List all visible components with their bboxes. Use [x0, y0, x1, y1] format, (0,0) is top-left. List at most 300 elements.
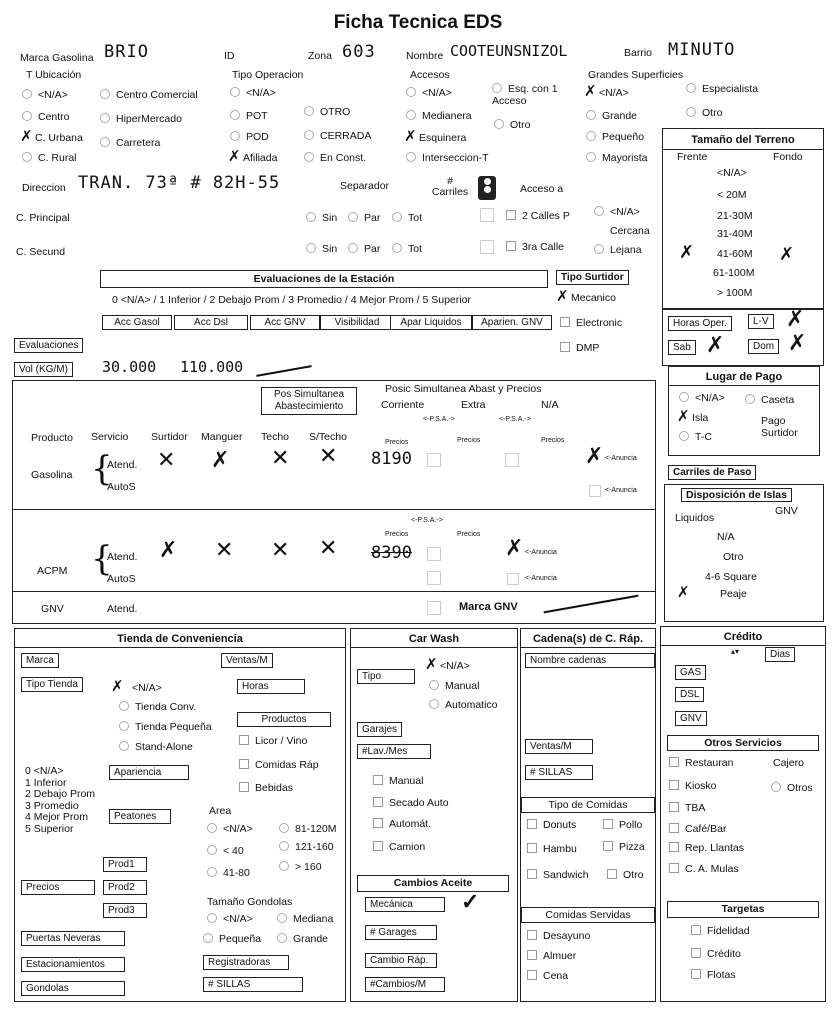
grandes-grande[interactable]: Grande — [586, 110, 637, 122]
prod1[interactable]: Prod1 — [103, 857, 147, 872]
eval-apar-liquidos[interactable]: Apar Liquidos — [390, 315, 472, 330]
radio-icon — [279, 823, 289, 833]
islas-gnv: GNV — [775, 505, 798, 517]
precios-label-5: Precios — [457, 531, 481, 538]
grandes-mayorista[interactable]: Mayorista — [586, 152, 648, 164]
secund-par[interactable]: Par — [348, 243, 380, 255]
carwash-chk-automat[interactable]: Automát. — [373, 818, 431, 830]
registradoras[interactable]: Registradoras — [203, 955, 289, 970]
checkbox-icon — [691, 969, 701, 979]
servida-almuer[interactable]: Almuer — [527, 950, 576, 962]
islas-opt-square[interactable]: 4-6 Square — [705, 571, 757, 583]
direccion-value[interactable]: TRAN. 73ª # 82H-55 — [78, 173, 281, 193]
carriles-principal-box[interactable] — [480, 208, 494, 222]
targetas-title: Targetas — [667, 901, 819, 918]
producto-gasolina: Gasolina — [31, 469, 73, 481]
brace-icon: { — [91, 449, 113, 489]
acpm-psa-box-1[interactable] — [427, 547, 441, 561]
radio-icon — [230, 87, 240, 97]
anuncia-label-2: <-Anuncia — [605, 487, 637, 494]
otro-mulas[interactable]: C. A. Mulas — [669, 863, 739, 875]
col-surtidor: Surtidor — [151, 431, 188, 443]
servida-cena[interactable]: Cena — [527, 970, 568, 982]
x-mark-icon: ✗ — [20, 127, 33, 145]
pago-tc[interactable]: T-C — [679, 431, 712, 443]
checkbox-icon — [669, 757, 679, 767]
acpm-psa-box-2[interactable] — [427, 571, 441, 585]
radio-icon — [429, 699, 439, 709]
dos-calles[interactable]: 2 Calles P — [506, 210, 570, 222]
radio-icon — [22, 89, 32, 99]
radio-icon — [586, 110, 596, 120]
peatones-label[interactable]: Peatones — [109, 809, 171, 824]
x-mark-icon: ✗ — [425, 655, 438, 673]
terreno-opt-2[interactable]: 21-30M — [717, 210, 753, 222]
tienda-tipo-stand[interactable]: Stand-Alone — [119, 741, 193, 753]
horas-dom-label: Dom — [748, 339, 779, 354]
cambios-garages[interactable]: # Garages — [365, 925, 437, 940]
eval-acc-gasol[interactable]: Acc Gasol — [102, 315, 172, 330]
comida-donuts[interactable]: Donuts — [527, 819, 576, 831]
surtidor-electronic[interactable]: Electronic — [560, 317, 622, 329]
radio-icon — [348, 212, 358, 222]
radio-icon — [119, 741, 129, 751]
acpm-anuncia-box[interactable] — [507, 573, 519, 585]
prod3[interactable]: Prod3 — [103, 903, 147, 918]
islas-opt-peaje[interactable]: ✗ Peaje — [677, 583, 747, 601]
area-120[interactable]: 81-120M — [279, 823, 336, 835]
horas-lv-label: L-V — [748, 314, 774, 329]
marca-label: Marca Gasolina — [20, 52, 94, 64]
carwash-title: Car Wash — [408, 633, 460, 645]
prod-licor[interactable]: Licor / Vino — [239, 735, 307, 747]
credito-dias[interactable]: Dias — [765, 647, 795, 662]
terreno-panel — [662, 128, 824, 310]
pago-caseta[interactable]: Caseta — [745, 394, 794, 406]
pago-isla[interactable]: ✗ Isla — [677, 407, 709, 425]
operacion-pod[interactable]: POD — [230, 131, 269, 143]
gondola-na[interactable]: <N/A> — [207, 913, 253, 925]
radio-icon — [586, 131, 596, 141]
cadena-sillas[interactable]: # SILLAS — [525, 765, 593, 780]
pen-stroke — [544, 595, 639, 614]
terreno-opt-4[interactable]: 41-60M — [717, 248, 753, 260]
producto-gnv: GNV — [41, 603, 64, 615]
comida-pollo[interactable]: Pollo — [603, 819, 642, 831]
grandes-otro[interactable]: Otro — [686, 107, 722, 119]
cadena-nombre[interactable]: Nombre cadenas — [525, 653, 655, 668]
otro-cajero[interactable]: Cajero — [773, 757, 804, 769]
checkbox-icon — [691, 925, 701, 935]
terreno-title: Tamaño del Terreno — [691, 134, 795, 146]
zona-label: Zona — [308, 50, 332, 62]
precio-acpm[interactable]: 8390 — [371, 543, 412, 563]
checkbox-icon — [527, 950, 537, 960]
barrio-value[interactable]: MINUTO — [668, 40, 736, 60]
tres-calle[interactable]: 3ra Calle — [506, 241, 564, 253]
ubicacion-rural[interactable]: C. Rural — [22, 152, 77, 164]
checkbox-icon — [239, 782, 249, 792]
zona-value[interactable]: 603 — [342, 42, 376, 62]
accesos-otro[interactable]: Otro — [494, 119, 530, 131]
precios-label-1: Precios — [385, 439, 409, 446]
tienda-tipo[interactable]: Tipo Tienda — [21, 677, 83, 692]
acpm-atend: Atend. — [107, 551, 138, 563]
tienda-sillas[interactable]: # SILLAS — [203, 977, 303, 992]
precios-label-4: Precios — [385, 531, 409, 538]
grandes-pequeno[interactable]: Pequeño — [586, 131, 644, 143]
principal-tot[interactable]: Tot — [392, 212, 422, 224]
productos-label: Productos — [237, 712, 331, 727]
barrio-label: Barrio — [624, 47, 653, 59]
comida-pizza[interactable]: Pizza — [603, 841, 645, 853]
radio-icon — [392, 243, 402, 253]
extra-label: Extra — [461, 399, 486, 411]
pago-title: Lugar de Pago — [705, 371, 783, 383]
x-mark-icon: ✗ — [556, 287, 569, 305]
accesos-esquinera[interactable]: ✗ Esquinera — [404, 127, 467, 145]
cadena-ventas[interactable]: Ventas/M — [525, 739, 593, 754]
stepper-icon[interactable]: ▴▾ — [731, 647, 740, 656]
radio-icon — [207, 845, 217, 855]
anuncia-label-4: <-Anuncia — [525, 575, 557, 582]
precio-gasolina[interactable]: 8190 — [371, 449, 412, 469]
radio-icon — [392, 212, 402, 222]
radio-icon — [207, 913, 217, 923]
islas-opt-otro[interactable]: Otro — [723, 551, 744, 563]
otro-llantas[interactable]: Rep. Llantas — [669, 842, 744, 854]
prod-bebidas[interactable]: Bebidas — [239, 782, 293, 794]
accesos-title: Accesos — [410, 69, 450, 81]
precios-label[interactable]: Precios — [21, 880, 95, 895]
otro-cafe[interactable]: Café/Bar — [669, 823, 726, 835]
area-40[interactable]: < 40 — [207, 845, 244, 857]
tienda-panel — [14, 628, 346, 1002]
radio-icon — [100, 89, 110, 99]
radio-icon — [406, 110, 416, 120]
ubicacion-na[interactable]: <N/A> — [22, 89, 68, 101]
checkbox-icon — [373, 818, 383, 828]
ubicacion-carretera[interactable]: Carretera — [100, 137, 160, 149]
terreno-frente: Frente — [677, 151, 708, 163]
checkbox-icon — [527, 869, 537, 879]
cambios-mecanica[interactable]: Mecánica — [365, 897, 445, 912]
nombre-value[interactable]: COOTEUNSNIZOL — [450, 42, 568, 60]
grandes-na[interactable]: ✗ <N/A> — [584, 82, 629, 100]
radio-icon — [279, 861, 289, 871]
carwash-auto[interactable]: Automatico — [429, 699, 498, 711]
tienda-tipo-na[interactable]: ✗ <N/A> — [111, 677, 162, 695]
checkbox-icon — [527, 970, 537, 980]
cambios-rap[interactable]: Cambio Ráp. — [365, 953, 437, 968]
sab-x-mark-icon: ✗ — [706, 333, 725, 358]
terreno-opt-1[interactable]: < 20M — [717, 189, 747, 201]
gondolas-title: Tamaño Gondolas — [207, 896, 293, 908]
accesos-medianera[interactable]: Medianera — [406, 110, 472, 122]
vol-value-1[interactable]: 30.000 — [102, 358, 157, 376]
checkbox-icon — [239, 759, 249, 769]
col-stecho: S/Techo — [309, 431, 347, 443]
nombre-label: Nombre — [406, 50, 444, 62]
area-na[interactable]: <N/A> — [207, 823, 253, 835]
radio-icon — [304, 130, 314, 140]
acpm-autos: AutoS — [107, 573, 136, 585]
tienda-tipo-conv[interactable]: Tienda Conv. — [119, 701, 196, 713]
area-mas-160[interactable]: > 160 — [279, 861, 322, 873]
surtidor-mecanico[interactable]: ✗ Mecanico — [556, 287, 616, 305]
area-160[interactable]: 121-160 — [279, 841, 334, 853]
accesos-esq-acceso[interactable]: Esq. con 1 Acceso — [492, 83, 558, 107]
radio-icon — [22, 152, 32, 162]
tienda-tipo-pequena[interactable]: Tienda Pequeña — [119, 721, 212, 733]
gondola-grande[interactable]: Grande — [277, 933, 328, 945]
page-title: Ficha Tecnica EDS — [333, 12, 503, 33]
gondola-mediana[interactable]: Mediana — [277, 913, 333, 925]
radio-icon — [594, 244, 604, 254]
terreno-opt-0[interactable]: <N/A> — [717, 167, 747, 179]
carwash-chk-secado[interactable]: Secado Auto — [373, 797, 449, 809]
carwash-panel — [350, 628, 518, 1002]
prod-comidas[interactable]: Comidas Ráp — [239, 759, 319, 771]
radio-icon — [771, 782, 781, 792]
operacion-title: Tipo Operacion — [232, 69, 304, 81]
prod2[interactable]: Prod2 — [103, 880, 147, 895]
radio-icon — [679, 431, 689, 441]
radio-icon — [306, 243, 316, 253]
grandes-especialista[interactable]: Especialista — [686, 83, 758, 95]
comida-sandwich[interactable]: Sandwich — [527, 869, 589, 881]
ubicacion-cc[interactable]: Centro Comercial — [100, 89, 198, 101]
acceso-a-label: Acceso a — [520, 183, 564, 195]
carwash-na[interactable]: ✗ <N/A> — [425, 655, 470, 673]
psa-label-2: <-P.S.A.-> — [499, 416, 531, 423]
eval-visibilidad[interactable]: Visibilidad — [320, 315, 394, 330]
gondolas-label[interactable]: Gondolas — [21, 981, 125, 996]
x-mark-icon: ✗ — [228, 147, 241, 165]
marca-gnv-label: Marca GNV — [459, 601, 518, 613]
carwash-lav[interactable]: #Lav./Mes — [357, 744, 431, 759]
terreno-fondo: Fondo — [773, 151, 803, 163]
checkbox-icon — [239, 735, 249, 745]
radio-icon — [406, 87, 416, 97]
acceso-cercana[interactable]: Cercana — [610, 225, 650, 237]
credito-panel — [660, 626, 826, 1002]
gnv-psa-box[interactable] — [427, 601, 441, 615]
targeta-credito[interactable]: Crédito — [691, 948, 741, 960]
psa-label-1: <-P.S.A.-> — [423, 416, 455, 423]
carwash-manual[interactable]: Manual — [429, 680, 479, 692]
radio-icon — [429, 680, 439, 690]
operacion-const[interactable]: En Const. — [304, 152, 366, 164]
carriles-label: # Carriles — [431, 175, 469, 198]
apariencia-label[interactable]: Apariencia — [109, 765, 189, 780]
radio-icon — [304, 152, 314, 162]
pago-na[interactable]: <N/A> — [679, 392, 725, 404]
radio-icon — [207, 867, 217, 877]
checkbox-icon — [669, 842, 679, 852]
gasolina-atend: Atend. — [107, 459, 138, 471]
terreno-opt-3[interactable]: 31-40M — [717, 228, 753, 240]
radio-icon — [203, 933, 213, 943]
radio-icon — [492, 83, 502, 93]
gas-psa-box-1[interactable] — [427, 453, 441, 467]
col-servicio: Servicio — [91, 431, 129, 443]
comida-hambu[interactable]: Hambu — [527, 843, 577, 855]
tienda-marca[interactable]: Marca — [21, 653, 59, 668]
otro-restauran[interactable]: Restauran — [669, 757, 733, 769]
eval-acc-dsl[interactable]: Acc Dsl — [174, 315, 248, 330]
gondola-pequena[interactable]: Pequeña — [203, 933, 261, 945]
operacion-afiliada[interactable]: ✗ Afiliada — [228, 147, 278, 165]
pago-panel — [668, 366, 820, 456]
x-mark-icon: ✗ — [404, 127, 417, 145]
radio-icon — [348, 243, 358, 253]
comida-otro[interactable]: Otro — [607, 869, 643, 881]
targeta-fidelidad[interactable]: Fidelidad — [691, 925, 750, 937]
eval-acc-gnv[interactable]: Acc GNV — [250, 315, 320, 330]
tienda-title: Tienda de Conveniencia — [117, 633, 243, 645]
radio-icon — [277, 913, 287, 923]
acceso-na[interactable]: <N/A> — [594, 206, 640, 218]
operacion-cerrada[interactable]: CERRADA — [304, 130, 371, 142]
grandes-title: Grandes Superficies — [588, 69, 684, 81]
radio-icon — [406, 152, 416, 162]
radio-icon — [306, 212, 316, 222]
ubicacion-hiper[interactable]: HiperMercado — [100, 113, 182, 125]
radio-icon — [279, 841, 289, 851]
radio-icon — [586, 152, 596, 162]
carwash-garajes[interactable]: Garajes — [357, 722, 402, 737]
islas-opt-na[interactable]: N/A — [717, 531, 735, 543]
id-label: ID — [224, 50, 235, 62]
radio-icon — [119, 721, 129, 731]
carriles-secund-box[interactable] — [480, 240, 494, 254]
psa-label-3: <-P.S.A.-> — [411, 517, 443, 524]
checkbox-icon — [506, 210, 516, 220]
ubicacion-centro[interactable]: Centro — [22, 111, 70, 123]
otro-otros[interactable]: Otros — [771, 782, 813, 794]
accesos-interseccion[interactable]: Interseccion-T — [406, 152, 489, 164]
col-manguer: Manguer — [201, 431, 243, 443]
producto-acpm: ACPM — [37, 565, 68, 577]
pago-surtidor[interactable]: Pago Surtidor — [761, 415, 798, 439]
operacion-otro[interactable]: OTRO — [304, 106, 350, 118]
frente-x-mark-icon: ✗ — [679, 242, 695, 263]
calle-secund-label: C. Secund — [16, 246, 66, 258]
secund-sin[interactable]: Sin — [306, 243, 337, 255]
radio-icon — [207, 823, 217, 833]
radio-icon — [230, 110, 240, 120]
checkbox-icon — [373, 841, 383, 851]
puertas-neveras[interactable]: Puertas Neveras — [21, 931, 125, 946]
credito-gas[interactable]: GAS — [675, 665, 706, 680]
gas-psa-box-2[interactable] — [505, 453, 519, 467]
islas-title: Disposición de Islas — [681, 488, 792, 502]
otro-kiosko[interactable]: Kiosko — [669, 780, 717, 792]
ubicacion-urbana[interactable]: ✗ C. Urbana — [20, 127, 83, 145]
area-label: Area — [209, 805, 232, 817]
radio-icon — [594, 206, 604, 216]
operacion-na[interactable]: <N/A> — [230, 87, 276, 99]
surtidor-dmp[interactable]: DMP — [560, 342, 599, 354]
tienda-ventas[interactable]: Ventas/M — [221, 653, 273, 668]
estacionamientos[interactable]: Estacionamientos — [21, 957, 125, 972]
precios-label-3: Precios — [541, 437, 565, 444]
principal-sin[interactable]: Sin — [306, 212, 337, 224]
eval-aparien-gnv[interactable]: Aparien. GNV — [472, 315, 552, 330]
direccion-label: Direccion — [22, 182, 66, 194]
secund-tot[interactable]: Tot — [392, 243, 422, 255]
comidas-servidas-label: Comidas Servidas — [521, 907, 655, 923]
terreno-opt-5[interactable]: 61-100M — [713, 267, 755, 279]
tienda-scale: 0 <N/A> 1 Inferior 2 Debajo Prom 3 Promedio 4 Mejor Prom 5 Superior — [25, 765, 96, 835]
credito-dsl[interactable]: DSL — [675, 687, 704, 702]
terreno-opt-6[interactable]: > 100M — [717, 287, 753, 299]
acpm-manguer-x-icon: ✕ — [215, 538, 234, 563]
radio-icon — [119, 701, 129, 711]
servida-desayuno[interactable]: Desayuno — [527, 930, 590, 942]
acceso-lejana[interactable]: Lejana — [594, 244, 642, 256]
radio-icon — [100, 137, 110, 147]
area-80[interactable]: 41-80 — [207, 867, 250, 879]
gas-surtidor-x-icon: ✕ — [157, 448, 176, 473]
radio-icon — [494, 119, 504, 129]
cadena-panel — [520, 628, 656, 1002]
gas-anuncia-x-icon: ✗ — [585, 444, 604, 469]
targeta-flotas[interactable]: Flotas — [691, 969, 736, 981]
na-label: N/A — [541, 399, 559, 411]
x-mark-icon: ✗ — [677, 407, 690, 425]
carwash-chk-manual[interactable]: Manual — [373, 775, 423, 787]
gas-techo-x-icon: ✕ — [271, 446, 290, 471]
checkbox-icon — [527, 930, 537, 940]
radio-icon — [686, 107, 696, 117]
col-producto: Producto — [31, 432, 74, 444]
x-mark-icon: ✗ — [584, 82, 597, 100]
checkbox-icon — [691, 948, 701, 958]
horas-oper-label: Horas Oper. — [668, 316, 732, 331]
radio-icon — [277, 933, 287, 943]
horas-sab-label: Sab — [668, 340, 696, 355]
checkbox-icon — [527, 819, 537, 829]
surtidor-title: Tipo Surtidor — [556, 270, 629, 285]
accesos-na[interactable]: <N/A> — [406, 87, 452, 99]
radio-icon — [304, 106, 314, 116]
tienda-horas[interactable]: Horas — [237, 679, 305, 694]
carwash-chk-camion[interactable]: Camion — [373, 841, 425, 853]
operacion-pot[interactable]: POT — [230, 110, 268, 122]
calle-principal-label: C. Principal — [16, 212, 70, 224]
posic-label: Posic Simultanea Abast y Precios — [385, 383, 542, 395]
cambios-m[interactable]: #Cambios/M — [365, 977, 445, 992]
gas-anuncia-box[interactable] — [589, 485, 601, 497]
producto-table — [12, 380, 656, 624]
principal-par[interactable]: Par — [348, 212, 380, 224]
otro-tba[interactable]: TBA — [669, 802, 705, 814]
otros-servicios-title: Otros Servicios — [667, 735, 819, 751]
pen-stroke — [256, 365, 311, 377]
credito-gnv[interactable]: GNV — [675, 711, 707, 726]
marca-value[interactable]: BRIO — [104, 42, 149, 62]
precios-label-2: Precios — [457, 437, 481, 444]
vol-value-2[interactable]: 110.000 — [180, 358, 244, 376]
checkbox-icon — [373, 775, 383, 785]
radio-icon — [230, 131, 240, 141]
checkbox-icon — [607, 869, 617, 879]
tipo-comidas-label: Tipo de Comidas — [521, 797, 655, 813]
gas-stecho-x-icon: ✕ — [319, 444, 338, 469]
carwash-tipo[interactable]: Tipo — [357, 669, 415, 684]
